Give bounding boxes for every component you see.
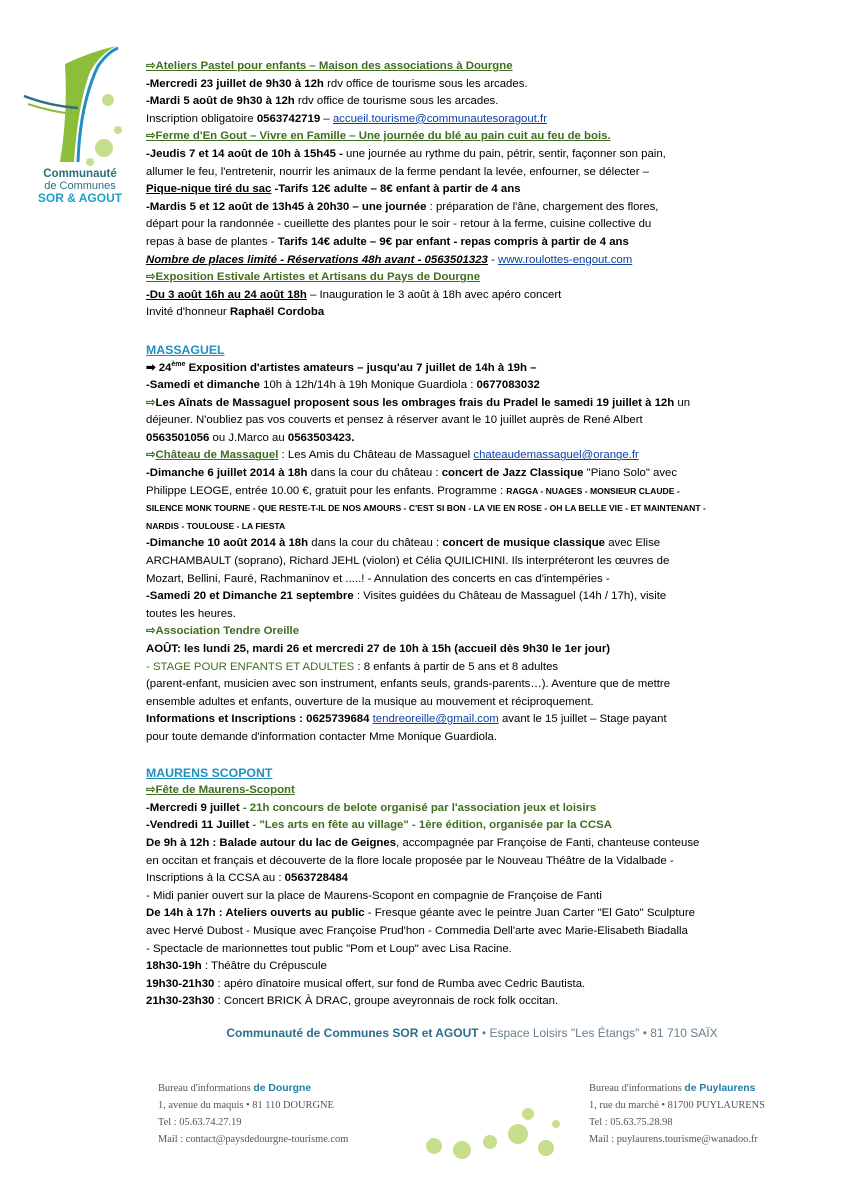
maurens-line2: -Vendredi 11 Juillet - "Les arts en fête au village" - 1ère édition, organisée par la CCSA	[146, 819, 612, 832]
maurens-line1: -Mercredi 9 juillet - 21h concours de belote organisé par l'association jeux et loisirs	[146, 801, 597, 814]
arrow-right-icon: ⇨	[146, 130, 156, 143]
ateliers-title: ⇨Ateliers Pastel pour enfants – Maison des associations à Dourgne	[146, 60, 513, 72]
arrow-right-icon: ➡	[146, 361, 159, 374]
concert1-line4: NARDIS - TOULOUSE - LA FIESTA	[146, 520, 286, 531]
tendre-email-link[interactable]: tendreoreille@gmail.com	[372, 713, 499, 726]
visites-line1: -Samedi 20 et Dimanche 21 septembre : Visites guidées du Château de Massaguel (14h / 17h), visite	[146, 590, 667, 603]
bureau-dourgne: Bureau d'informations de Dourgne 1, avenue du maquis • 81 110 DOURGNE Tel : 05.63.74.27.19 Mail : contact@paysdedourgne-tourisme.com	[158, 1080, 348, 1148]
roulottes-link[interactable]: www.roulottes-engout.com	[498, 253, 633, 266]
section-maurens-scopont: MAURENS SCOPONT	[146, 765, 273, 780]
ferme-line3: Pique-nique tiré du sac -Tarifs 12€ adulte – 8€ enfant à partir de 4 ans	[146, 183, 521, 196]
maurens-line3: De 9h à 12h : Balade autour du lac de Geignes, accompagnée par Françoise de Fanti, chanteuse conteuse	[146, 836, 700, 849]
ateliers-line3: Inscription obligatoire 0563742719 – accueil.tourisme@communautesoragout.fr	[146, 112, 548, 125]
ateliers-line1: -Mercredi 23 juillet de 9h30 à 12h rdv office de tourisme sous les arcades.	[146, 77, 528, 90]
concert2-line1: -Dimanche 10 août 2014 à 18h dans la cour du château : concert de musique classique avec Elise	[146, 537, 661, 550]
maurens-line9: - Spectacle de marionnettes tout public "Pom et Loup" avec Lisa Racine.	[146, 942, 512, 955]
arrow-right-icon: ⇨	[146, 60, 156, 72]
chateau-title: ⇨Château de Massaguel : Les Amis du Château de Massaguel chateaudemassaguel@orange.fr	[146, 449, 639, 462]
section-massaguel: MASSAGUEL	[146, 342, 225, 357]
bureau-puylaurens-mail[interactable]: Mail : puylaurens.tourisme@wanadoo.fr	[589, 1134, 758, 1145]
arrow-right-icon: ⇨	[146, 784, 156, 797]
arrow-right-icon: ⇨	[146, 271, 156, 284]
massaguel-expo-title: ➡ 24ème Exposition d'artistes amateurs – jusqu'au 7 juillet de 14h à 19h –	[146, 360, 537, 374]
logo-line2: de Communes	[44, 180, 116, 192]
maurens-line7: De 14h à 17h : Ateliers ouverts au public - Fresque géante avec le peintre Juan Carter "El Gato" Sculpture	[146, 907, 695, 920]
concert1-line2: Philippe LEOGE, entrée 10.00 €, gratuit pour les enfants. Programme : RAGGA - NUAGES - MONSIEUR CLAUDE -	[146, 484, 680, 497]
concert2-line2: ARCHAMBAULT (soprano), Richard JEHL (violon) et Célia QUILICHINI. Ils interpréteront les œuvres de	[146, 555, 670, 568]
bureau-puylaurens: Bureau d'informations de Puylaurens 1, rue du marché • 81700 PUYLAURENS Tel : 05.63.75.28.98 Mail : puylaurens.tourisme@wanadoo.fr	[589, 1080, 765, 1148]
fete-title: ⇨Fête de Maurens-Scopont	[146, 784, 295, 797]
ainats-line3: 0563501056 ou J.Marco au 0563503423.	[146, 431, 355, 444]
chateau-email-link[interactable]: chateaudemassaguel@orange.fr	[473, 449, 639, 462]
ferme-line4: -Mardis 5 et 12 août de 13h45 à 20h30 – une journée : préparation de l'âne, chargement des flores,	[146, 200, 659, 213]
decorative-dots	[418, 1104, 568, 1164]
ferme-line5: départ pour la randonnée - cueillette des plantes pour le soir - retour à la ferme, cuisine collective du	[146, 218, 652, 231]
concert1-line3: SILENCE MONK TOURNE - QUE RESTE-T-IL DE NOS AMOURS - C'EST SI BON - LA VIE EN ROSE - OH LA BELLE VIE - ET MAINTENANT -	[146, 503, 706, 514]
ainats-line1: ⇨Les Aînats de Massaguel proposent sous les ombrages frais du Pradel le samedi 19 juillet à 12h un	[146, 396, 691, 409]
logo-line1: Communauté	[43, 168, 117, 180]
tendre-line4: ensemble adultes et enfants, ouverture de la musique au mouvement et réciproquement.	[146, 695, 594, 708]
ainats-line2: déjeuner. N'oubliez pas vos couverts et pensez à réserver avant le 10 juillet auprès de René Albert	[146, 414, 643, 427]
footer-address: • Espace Loisirs "Les Étangs" • 81 710 SAÏX	[478, 1026, 718, 1040]
concert2-line3: Mozart, Bellini, Fauré, Rachmaninov et .....! - Annulation des concerts en cas d'intempéries -	[146, 572, 610, 585]
tendre-line3: (parent-enfant, musicien avec son instrument, enfants seuls, grands-parents…). Aventure que de mettre	[146, 678, 671, 691]
visites-line2: toutes les heures.	[146, 607, 236, 620]
ferme-line6: repas à base de plantes - Tarifs 14€ adulte – 9€ par enfant - repas compris à partir de 4 ans	[146, 235, 629, 248]
maurens-line11: 19h30-21h30 : apéro dînatoire musical offert, sur fond de Rumba avec Cedric Bautista.	[146, 977, 586, 990]
ateliers-line2: -Mardi 5 août de 9h30 à 12h rdv office de tourisme sous les arcades.	[146, 95, 499, 108]
expo-line2: Invité d'honneur Raphaël Cordoba	[146, 306, 325, 319]
document-body	[146, 58, 786, 1011]
maurens-line8: avec Hervé Dubost - Musique avec Françoise Prud'hon - Commedia Dell'arte avec Marie-Elisabeth Biadalla	[146, 924, 688, 937]
tendre-line2: - STAGE POUR ENFANTS ET ADULTES : 8 enfants à partir de 5 ans et 8 adultes	[146, 660, 559, 673]
massaguel-expo-line2: -Samedi et dimanche 10h à 12h/14h à 19h Monique Guardiola : 0677083032	[146, 379, 540, 392]
tendre-line5: Informations et Inscriptions : 0625739684 tendreoreille@gmail.com avant le 15 juillet – Stage payant	[146, 713, 667, 726]
arrow-right-icon: ⇨	[146, 449, 156, 462]
expo-estivale-title: ⇨Exposition Estivale Artistes et Artisans du Pays de Dourgne	[146, 271, 481, 284]
maurens-line5: Inscriptions à la CCSA au : 0563728484	[146, 872, 349, 885]
bureau-dourgne-mail[interactable]: Mail : contact@paysdedourgne-tourisme.com	[158, 1134, 349, 1145]
arrow-right-icon: ⇨	[146, 625, 156, 638]
concert1-line1: -Dimanche 6 juillet 2014 à 18h dans la cour du château : concert de Jazz Classique "Piano Solo" avec	[146, 467, 678, 480]
tendre-line1: AOÛT: les lundi 25, mardi 26 et mercredi 27 de 10h à 15h (accueil dès 9h30 le 1er jour)	[146, 643, 611, 655]
tendre-line6: pour toute demande d'information contacter Mme Monique Guardiola.	[146, 730, 498, 743]
maurens-line6: - Midi panier ouvert sur la place de Maurens-Scopont en compagnie de Françoise de Fanti	[146, 889, 602, 902]
ferme-line2: allumer le feu, l'entretenir, nourrir les animaux de la ferme pendant la levée, enfourner, se délecter –	[146, 165, 650, 178]
ateliers-email-link[interactable]: accueil.tourisme@communautesoragout.fr	[332, 112, 548, 125]
ferme-line1: -Jeudis 7 et 14 août de 10h à 15h45 - une journée au rythme du pain, pétrir, sentir, façonner son pain,	[146, 147, 666, 160]
maurens-line12: 21h30-23h30 : Concert BRICK À DRAC, groupe aveyronnais de rock folk occitan.	[146, 995, 559, 1008]
footer-org: Communauté de Communes SOR et AGOUT	[226, 1026, 479, 1040]
expo-line1: -Du 3 août 16h au 24 août 18h – Inauguration le 3 août à 18h avec apéro concert	[146, 288, 562, 301]
arrow-right-icon: ⇨	[146, 396, 156, 409]
logo-text	[30, 168, 130, 204]
maurens-line10: 18h30-19h : Théâtre du Crépuscule	[146, 960, 327, 973]
maurens-line4: en occitan et français et découverte de la flore locale proposée par le Nouveau Théâtre de la Vidalbade -	[146, 854, 674, 867]
tendre-oreille-title: ⇨Association Tendre Oreille	[146, 625, 300, 638]
ferme-line7: Nombre de places limité - Réservations 48h avant - 0563501323 - www.roulottes-engout.com	[146, 253, 633, 266]
logo-line3: SOR & AGOUT	[37, 191, 123, 205]
ferme-title: ⇨Ferme d'En Gout – Vivre en Famille – Une journée du blé au pain cuit au feu de bois.	[146, 130, 611, 143]
footer-main	[0, 1026, 850, 1040]
